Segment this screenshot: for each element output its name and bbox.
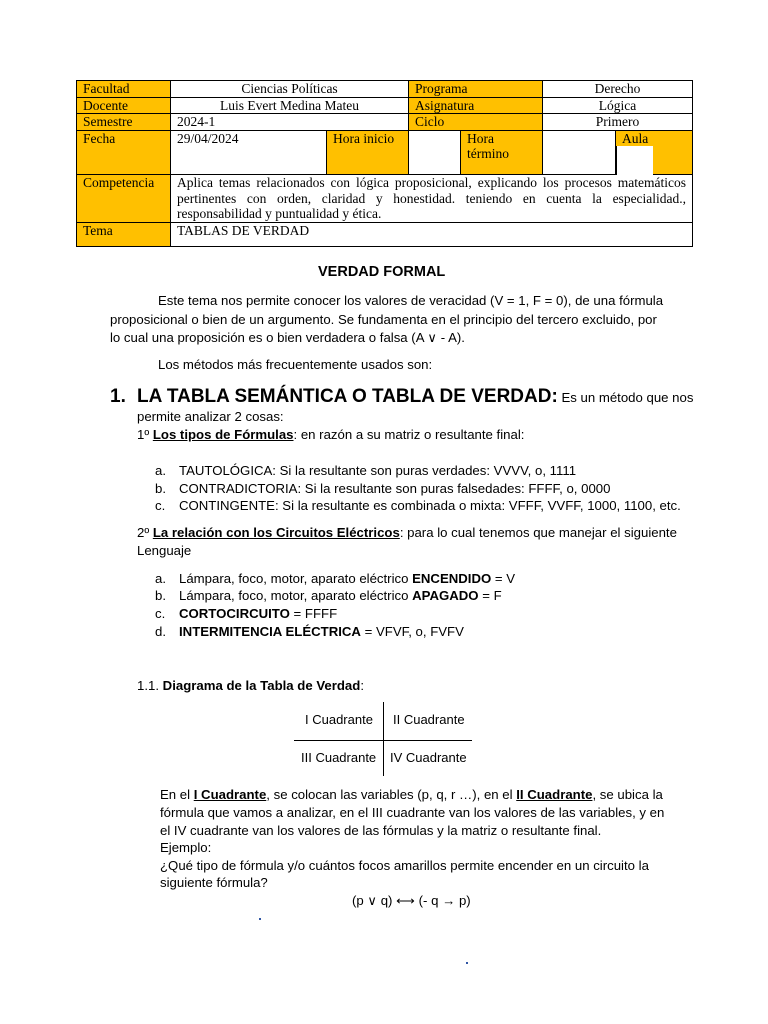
- list-marker: c.: [155, 606, 166, 621]
- tema-label: Tema: [77, 222, 171, 246]
- list-item: CONTRADICTORIA: Si la resultante son puras falsedades: FFFF, o, 0000: [179, 481, 611, 496]
- circuit-keyword: CORTOCIRCUITO: [179, 606, 290, 621]
- example-label: Ejemplo:: [160, 840, 212, 855]
- competencia-value: Aplica temas relacionados con lógica proposicional, explicando los procesos matemáticos pertinentes con orden, claridad y honestidad. teniendo en cuenta la especialidad., responsabilidad y puntualidad y ética.: [171, 175, 693, 223]
- tema-value: TABLAS DE VERDAD: [171, 222, 693, 246]
- stray-dot: [259, 918, 261, 920]
- hora-termino-value: [543, 130, 616, 175]
- exp-ii-cuadrante: II Cuadrante: [516, 787, 593, 802]
- exp-text: , se ubica la: [592, 787, 663, 802]
- quadrant-vertical-line: [383, 702, 384, 776]
- list-item: [179, 623, 464, 641]
- hora-termino-label-line1: Hora: [467, 130, 495, 146]
- hora-termino-label-line2: término: [467, 146, 510, 161]
- hora-inicio-label: Hora inicio: [327, 130, 409, 175]
- ciclo-value: Primero: [543, 114, 693, 131]
- list-marker: b.: [155, 481, 166, 496]
- intro-line-3: lo cual una proposición es o bien verdadera o falsa (A ∨ - A).: [110, 330, 465, 345]
- page-title: VERDAD FORMAL: [318, 264, 446, 280]
- competencia-label: Competencia: [77, 175, 171, 223]
- hora-inicio-value: [409, 130, 461, 175]
- asignatura-label: Asignatura: [409, 97, 543, 114]
- section-1-line-2: permite analizar 2 cosas:: [137, 409, 284, 424]
- stray-dot: [466, 962, 468, 964]
- subsection-number: 1.1.: [137, 678, 159, 693]
- circuits-heading: [137, 524, 677, 542]
- exp-text: , se colocan las variables (p, q, r …), en el: [266, 787, 517, 802]
- question-line-1: ¿Qué tipo de fórmula y/o cuántos focos amarillos permite encender en un circuito la: [160, 858, 649, 873]
- circuit-keyword: ENCENDIDO: [412, 571, 492, 586]
- programa-label: Programa: [409, 81, 543, 98]
- list-marker: a.: [155, 571, 166, 586]
- semestre-label: Semestre: [77, 114, 171, 131]
- aula-cell: [616, 130, 693, 175]
- list-item: [179, 570, 515, 588]
- circuit-keyword: APAGADO: [412, 588, 479, 603]
- exp-text: En el: [160, 787, 194, 802]
- circuit-value: = F: [478, 588, 502, 603]
- asignatura-value: Lógica: [543, 97, 693, 114]
- list-item: CONTINGENTE: Si la resultante es combinada o mixta: VFFF, VVFF, 1000, 1100, etc.: [179, 498, 681, 513]
- hora-termino-label: [461, 130, 543, 175]
- docente-label: Docente: [77, 97, 171, 114]
- list-item: TAUTOLÓGICA: Si la resultante son puras verdades: VVVV, o, 1111: [179, 463, 577, 478]
- explanation-line-3: el IV cuadrante van los valores de las fórmulas y la matriz o resultante final.: [160, 823, 602, 838]
- circuit-text: Lámpara, foco, motor, aparato eléctrico: [179, 571, 413, 586]
- facultad-label: Facultad: [77, 81, 171, 98]
- section-1-heading-rest: Es un método que nos: [557, 390, 694, 405]
- question-line-2: siguiente fórmula?: [160, 875, 268, 890]
- programa-value: Derecho: [543, 81, 693, 98]
- circuit-text: Lámpara, foco, motor, aparato eléctrico: [179, 588, 413, 603]
- section-1-heading: [137, 385, 693, 410]
- ciclo-label: Ciclo: [409, 114, 543, 131]
- subsection-colon: :: [360, 678, 364, 693]
- subsection-heading: [137, 677, 364, 695]
- p2-title: La relación con los Circuitos Eléctricos: [152, 525, 400, 540]
- aula-value: [616, 146, 653, 175]
- semestre-value: 2024-1: [171, 114, 409, 131]
- course-header-table: [76, 80, 693, 247]
- quadrant-horizontal-line: [294, 740, 472, 741]
- list-marker: a.: [155, 463, 166, 478]
- subsection-title: Diagrama de la Tabla de Verdad: [162, 678, 361, 693]
- quadrant-4-label: IV Cuadrante: [390, 750, 467, 765]
- list-marker: c.: [155, 498, 166, 513]
- fecha-label: Fecha: [77, 130, 171, 175]
- p2-prefix: 2º: [137, 525, 153, 540]
- example-formula: (p ∨ q) ⟷ (- q → p): [352, 893, 471, 908]
- p1-rest: : en razón a su matriz o resultante final:: [293, 427, 525, 442]
- p1-prefix: 1º: [137, 427, 153, 442]
- quadrant-1-label: I Cuadrante: [305, 712, 373, 727]
- formula-types-heading: [137, 426, 524, 444]
- section-1-title: LA TABLA SEMÁNTICA O TABLA DE VERDAD:: [137, 386, 558, 407]
- circuit-value: = FFFF: [289, 606, 338, 621]
- circuit-keyword: INTERMITENCIA ELÉCTRICA: [179, 624, 361, 639]
- intro-line-1: Este tema nos permite conocer los valores de veracidad (V = 1, F = 0), de una fórmula: [158, 293, 664, 308]
- quadrant-3-label: III Cuadrante: [301, 750, 377, 765]
- circuit-value: = VFVF, o, FVFV: [360, 624, 464, 639]
- circuits-heading-line-2: Lenguaje: [137, 543, 192, 558]
- list-item: [179, 587, 502, 605]
- intro-line-2: proposicional o bien de un argumento. Se fundamenta en el principio del tercero excluido, por: [110, 312, 657, 327]
- facultad-value: Ciencias Políticas: [171, 81, 409, 98]
- list-marker: b.: [155, 588, 166, 603]
- quadrant-diagram: [294, 702, 472, 776]
- docente-value: Luis Evert Medina Mateu: [171, 97, 409, 114]
- fecha-value: 29/04/2024: [171, 130, 327, 175]
- circuit-value: = V: [491, 571, 516, 586]
- section-1-number: 1.: [110, 386, 126, 407]
- explanation-line-1: [160, 786, 663, 804]
- methods-line: Los métodos más frecuentemente usados son:: [158, 357, 433, 372]
- p1-title: Los tipos de Fórmulas: [152, 427, 294, 442]
- aula-label: Aula: [622, 130, 649, 146]
- p2-rest: : para lo cual tenemos que manejar el siguiente: [399, 525, 677, 540]
- explanation-line-2: fórmula que vamos a analizar, en el III cuadrante van los valores de las variables, y en: [160, 805, 665, 820]
- quadrant-2-label: II Cuadrante: [393, 712, 465, 727]
- list-item: [179, 605, 337, 623]
- list-marker: d.: [155, 624, 166, 639]
- exp-i-cuadrante: I Cuadrante: [193, 787, 267, 802]
